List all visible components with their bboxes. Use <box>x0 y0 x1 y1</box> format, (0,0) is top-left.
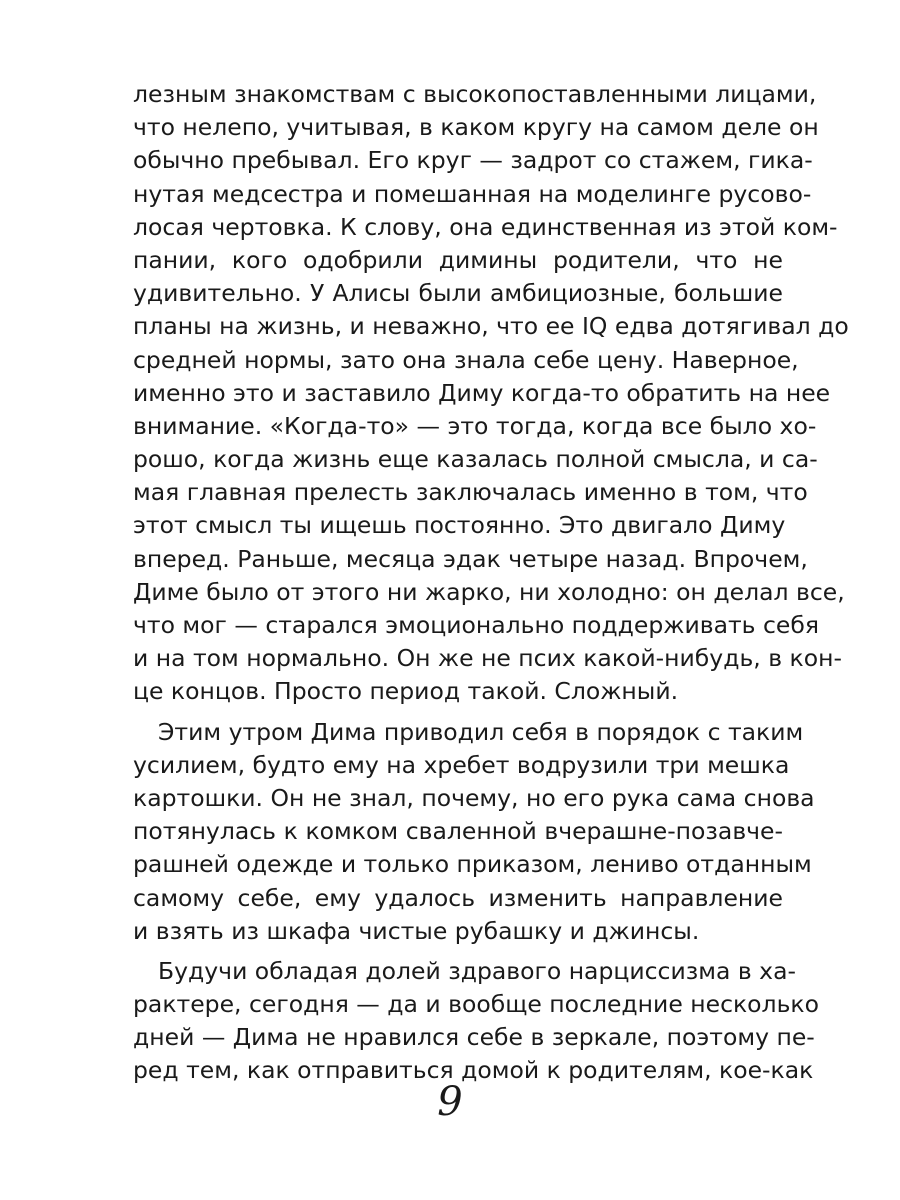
text-line: этот смысл ты ищешь постоянно. Это двигало Диму <box>133 511 786 540</box>
paragraph-gap <box>133 709 783 716</box>
page-number: 9 <box>437 1079 463 1125</box>
text-line: лезным знакомствам с высокопоставленными лицами, <box>133 80 817 108</box>
text-line: внимание. «Когда-то» — это тогда, когда все было хо- <box>133 411 817 440</box>
text-line: что нелепо, учитывая, в каком кругу на самом деле он <box>133 113 819 142</box>
paragraph-gap <box>133 948 783 955</box>
paragraph <box>133 78 849 709</box>
text-line: картошки. Он не знал, почему, но его рука сама снова <box>133 783 815 812</box>
text-line: средней нормы, зато она знала себе цену. Наверное, <box>133 345 799 374</box>
body-text <box>133 78 849 1088</box>
text-line: рошо, когда жизнь еще казалась полной смысла, и са- <box>133 445 818 474</box>
paragraph <box>133 955 819 1088</box>
text-line: именно это и заставило Диму когда-то обратить на нее <box>133 378 831 407</box>
text-line: что мог — старался эмоционально поддерживать себя <box>133 611 820 639</box>
text-line: нутая медсестра и помешанная на моделинге русово- <box>133 179 812 208</box>
text-line: ред тем, как отправиться домой к родителям, кое-как <box>133 1056 814 1085</box>
text-line: усилием, будто ему на хребет водрузили три мешка <box>133 750 790 779</box>
text-line: и на том нормально. Он же не псих какой-нибудь, в кон- <box>133 644 842 673</box>
text-line: Будучи обладая долей здравого нарциссизма в ха- <box>158 956 796 985</box>
text-line: мая главная прелесть заключалась именно в том, что <box>133 478 808 507</box>
text-line: вперед. Раньше, месяца эдак четыре назад. Впрочем, <box>133 544 808 573</box>
text-line: обычно пребывал. Его круг — задрот со стажем, гика- <box>133 146 813 175</box>
text-line: удивительно. У Алисы были амбициозные, большие <box>133 279 783 308</box>
text-line: лосая чертовка. К слову, она единственная из этой ком- <box>133 212 838 241</box>
text-line: рактере, сегодня — да и вообще последние несколько <box>133 990 819 1019</box>
text-line: Диме было от этого ни жарко, ни холодно: он делал все, <box>133 577 845 606</box>
text-line: самому себе, ему удалось изменить направление <box>133 883 783 912</box>
text-line: Этим утром Дима приводил себя в порядок с таким <box>158 717 804 746</box>
text-line: це концов. Просто период такой. Сложный. <box>133 677 679 706</box>
text-line: потянулась к комком сваленной вчерашне-позавче- <box>133 817 783 846</box>
paragraph <box>133 716 815 948</box>
text-line: рашней одежде и только приказом, лениво отданным <box>133 850 812 879</box>
text-line: пании, кого одобрили димины родители, что не <box>133 245 783 274</box>
text-line: планы на жизнь, и неважно, что ее IQ едва дотягивал до <box>133 312 849 341</box>
text-line: дней — Дима не нравился себе в зеркале, поэтому пе- <box>133 1023 815 1052</box>
text-line: и взять из шкафа чистые рубашку и джинсы. <box>133 916 700 945</box>
